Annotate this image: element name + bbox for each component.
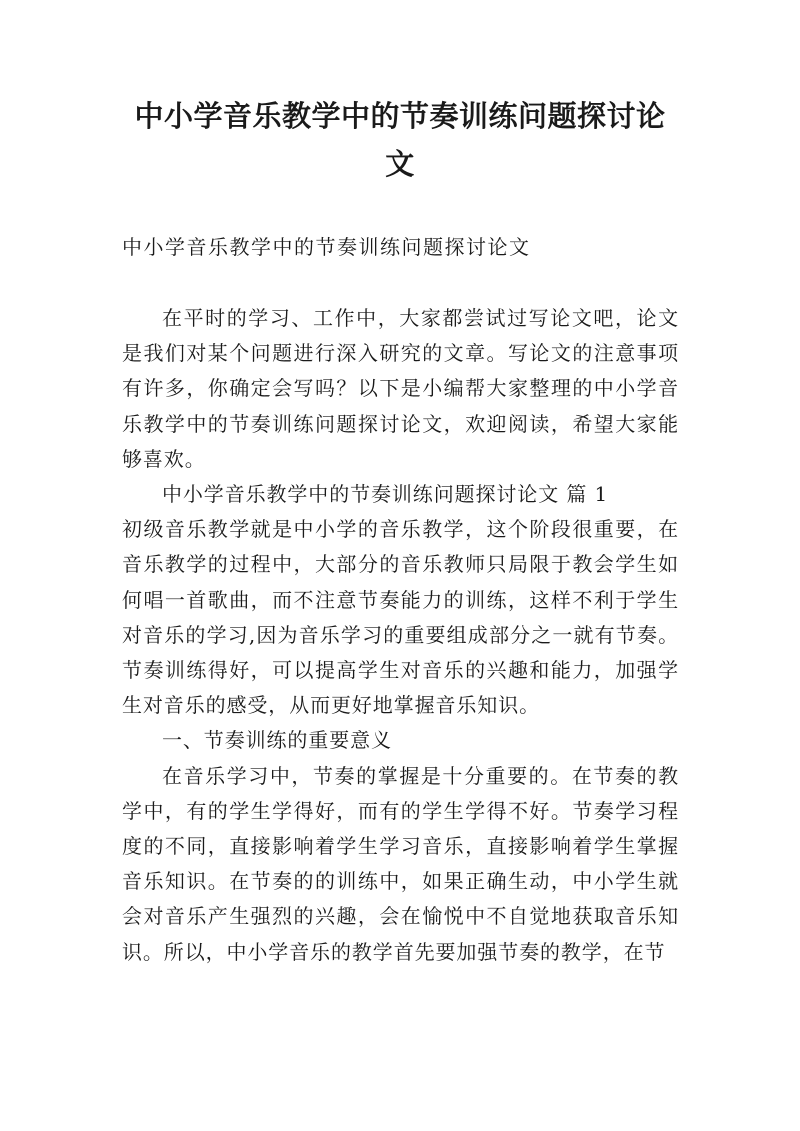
document-subtitle: 中小学音乐教学中的节奏训练问题探讨论文 — [122, 235, 531, 259]
document-title: 中小学音乐教学中的节奏训练问题探讨论文 — [134, 99, 666, 181]
section-heading-1: 一、节奏训练的重要意义 — [162, 728, 392, 753]
document-body — [122, 301, 679, 970]
body-paragraph-2: 在音乐学习中，节奏的掌握是十分重要的。在节奏的教学中，有的学生学得好，而有的学生学得不好。节奏学习程度的不同，直接影响着学生学习音乐，直接影响着学生掌握音乐知识。在节奏的的训练中，如果正确生动，中小学生就会对音乐产生强烈的兴趣，会在愉悦中不自觉地获取音乐知识。所以，中小学音乐的教学首先要加强节奏的教学，在节 — [122, 763, 679, 964]
intro-paragraph: 在平时的学习、工作中，大家都尝试过写论文吧，论文是我们对某个问题进行深入研究的文章。写论文的注意事项有许多，你确定会写吗？以下是小编帮大家整理的中小学音乐教学中的节奏训练问题探讨论文，欢迎阅读，希望大家能够喜欢。 — [122, 306, 679, 471]
body-paragraph-1: 初级音乐教学就是中小学的音乐教学，这个阶段很重要，在音乐教学的过程中，大部分的音乐教师只局限于教会学生如何唱一首歌曲，而不注意节奏能力的训练，这样不利于学生对音乐的学习,因为音乐学习的重要组成部分之一就有节奏。节奏训练得好，可以提高学生对音乐的兴趣和能力，加强学生对音乐的感受，从而更好地掌握音乐知识。 — [122, 517, 679, 718]
part-heading: 中小学音乐教学中的节奏训练问题探讨论文 篇 1 — [162, 482, 609, 507]
